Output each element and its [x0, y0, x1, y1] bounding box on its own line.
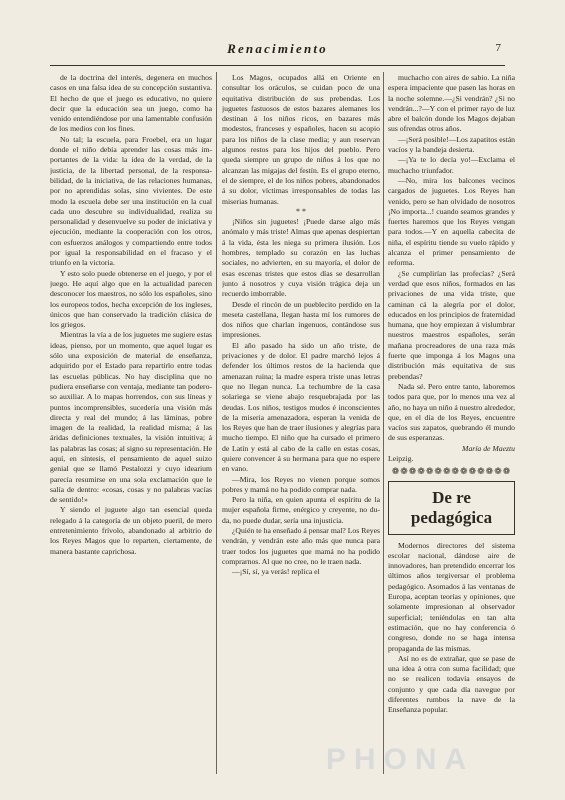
page-header: [52, 38, 503, 58]
paragraph: Los Magos, ocupados allá en Oriente en consultar los oráculos, se cuidan poco de una equitativa distribución de sus prebendas. Los juguetes fastuosos de estos bazares alemanes los destinan á los niños ricos, en bazares más modestos, franceses y españoles, hacen su acopio para los niños de la clase media; y aun reservan algunos restos para los hijos del pueblo. Pero queda siempre un grupo de niños á los que no alcanzan las migajas del festín. Es el grupo eterno, el de siempre, el de los niños pobres, abandonados á su dolor, víctimas irresponsables de todas las miserias humanas.: [222, 73, 380, 206]
paragraph: Mientras la vía a de los juguetes me sugiere estas ideas, pienso, por un momento, que aquel lugar es sólo una exposición de material de enseñanza, adquirido por el Estado para repartirlo entre todas las escuelas públicas. No hay disciplina que no pudiera enseñarse con ventaja, mediante tan poderoso auxiliar. A lo mapas horrendos, con sus líneas y puntos incomprensibles, sucedería una visión más directa y real del mundo; á las láminas, pobre imagen de la realidad, la realidad misma; á las áridas definiciones textuales, la visión intuitiva; á las palabras las cosas; al signo su representación. He aquí, en síntesis, el pensamiento de aquel suizo genial que se llamó Pestalozzi y cuyo idearium parecía resumirse en una sola exclamación que le salía de dentro: «cosas, cosas y no palabras vacías de sentido!»: [50, 330, 212, 505]
paragraph: —¡Será posible!—Los zapatitos están vacíos y la bandeja desierta.: [388, 134, 515, 155]
paragraph: ¡Niños sin juguetes! ¡Puede darse algo más anómalo y más triste! Almas que apenas despiertan á la vida, ésta les niega su primera ilusión. Los hombres, templado su corazón en las luchas sociales, no advierten, en su mayoría, el dolor de esas escenas tristes que estos días se desarrollan junto á nosotros y cuya visión trágica deja un recuerdo imborrable.: [222, 217, 380, 299]
paragraph: Pero la niña, en quien apunta el espíritu de la mujer española firme, enérgico y creyente, no duda, no puede dudar, sería una injusticia.: [222, 495, 380, 525]
masthead-title: Renacimiento: [227, 41, 328, 56]
column-divider: [383, 72, 384, 774]
column-3: [388, 73, 515, 772]
paragraph: de la doctrina del interés, degenera en muchos casos en una falsa idea de su concepción sustantiva. El hecho de que el juego es educativo, no quiere decir que la educación sea un juego, como ha venido entendiéndose por una lamentable confusión de los medios con los fines.: [50, 73, 212, 134]
paragraph: ¿Quién te ha enseñado á pensar mal? Los Reyes vendrán, y vendrán este año más que nunca para traer todos los juguetes que mamá no ha podido comprarnos. Al que no cree, no le traen nada.: [222, 526, 380, 566]
library-stamp-watermark: PHONA: [325, 743, 475, 776]
header-rule: [50, 65, 505, 66]
page-number: 7: [495, 42, 501, 54]
paragraph: Y esto solo puede obtenerse en el juego, y por el juego. He aquí algo que en la actualidad parecen desconocer los maestros, no sólo los españoles, sino los europeos todos, hecha excepción de los ingleses, únicos que han conservado la tradición clásica de los griegos.: [50, 268, 212, 330]
paragraph: Modernos directores del sistema escolar nacional, dándose aire de innovadores, han pretendido encerrar los últimos años tergiversar el problema pedagógico. Asomados á las ventanas de Europa, aceptan teorías y opiniones, que solamente impresionan al observador superficial; teniéndolas en tan alta estimación, que no hay conferencia ó congreso, donde no se haga intensa propaganda de las mismas.: [388, 540, 515, 653]
column-1: [50, 73, 212, 772]
paragraph: muchacho con aires de sabio. La niña espera impaciente que pasen las horas en la noche solemne.—¿Si vendrán? ¿Si no vendrán...?—Y con el primer rayo de luz abre el balcón donde los Magos dejaban sus ofrendas otros años.: [388, 73, 515, 134]
paragraph: —¡Sí, sí, ya verás! replica el: [232, 567, 320, 577]
column-divider: [216, 72, 217, 774]
paragraph: El año pasado ha sido un año triste, de privaciones y de dolor. El padre marchó lejos á defender los últimos restos de la hacienda que amenazan ruina; la madre espera triste unas letras que no llegan nunca. La techumbre de la casa solariega se viene abajo resquebrajada por las deudas. Los niños, testigos mudos é inconscientes de la miseria amenazadora, esperan la venida de los Reyes que han de traer ilusiones y alegrías para mucho tiempo. El niño que ha cursado el primero de Latín y está al cabo de la calle en estas cosas, quiere convencer á su hermana para que no espere en vano.: [222, 340, 380, 474]
paragraph: Así no es de extrañar, que se pase de una idea á otra con suma facilidad; que no se realicen todavía ensayos de conjunto y que cada día navegue por diferentes rumbos la nave de la Enseñanza popular.: [388, 653, 515, 715]
paragraph: Nada sé. Pero entre tanto, laboremos todos para que, por lo menos una vez al año, no haya un niño á nuestro alrededor, que, en el día de los Reyes, encuentre vacíos sus zapatos, quebrando él mundo de sus esperanzas.: [388, 381, 515, 443]
paragraph: —¡Ya te lo decía yo!—Exclama el muchacho triunfador.: [388, 155, 515, 175]
paragraph: —Mira, los Reyes no vienen porque somos pobres y mamá no ha podido comprar nada.: [222, 474, 380, 494]
author-signature: María de Maeztu: [462, 443, 515, 453]
section-break-stars: * *: [296, 206, 306, 216]
paragraph: Y siendo el juguete algo tan esencial queda relegado á la categoría de un objeto pueril, de mero entretenimiento frívolo, abandonado al arbitrio de los Reyes Magos que lo reparten, ciertamente, de manera bastante caprichosa.: [50, 505, 212, 556]
paragraph: Desde el rincón de un pueblecito perdido en la meseta castellana, llegan hasta mí los rumores de dos niños que charlan ingenuos, contándose sus impresiones.: [222, 299, 380, 340]
section-title: De re pedagógica: [388, 481, 515, 535]
paragraph: No tal; la escuela, para Froebel, era un lugar donde el niño debía aprender las cosas más importantes de la vida: la idea de la verdad, de la justicia, de la libertad personal, de la responsabilidad, de la iniciativa, de las relaciones humanas, por no aprendidas solas, sino vivientes. De este modo la escuela debe ser una institución en la cual cada uno descubre su individualidad, realiza su personalidad y desenvuelve su poder de iniciativa y ejecución, mediante la cooperación con los otros, con esfuerzos análogos y compartiendo entre todos por igual la responsabilidad en el fracaso y el triunfo en la victoria.: [50, 134, 212, 268]
paragraph: —No, mira los balcones vecinos cargados de juguetes. Los Reyes han venido, pero se han olvidado de nosotros ¡No importa...! cuando seamos grandes y fuertes haremos que los Reyes vengan para todos.—Y en aquella cabecita de niña, el espíritu tiende su vuelo rápido y alcanza el primer pensamiento de reforma.: [388, 175, 515, 268]
ornament-divider: ❁❁❁❁❁❁❁❁❁❁❁❁❁❁: [391, 466, 512, 477]
column-2: [222, 73, 380, 772]
place-line: Leipzig.: [388, 453, 414, 463]
paragraph: ¿Se cumplirían las profecías? ¿Será verdad que esos niños, formados en las privaciones de una vida triste, que caminan cá la alegría por el dolor, educados en los principios de fraternidad humana, que hoy empiezan á vislumbrar nuestros maestros españoles, serán mañana procreadores de una raza más fuerte que imponga á los Magos una distribución más equitativa de sus prebendas?: [388, 268, 515, 381]
